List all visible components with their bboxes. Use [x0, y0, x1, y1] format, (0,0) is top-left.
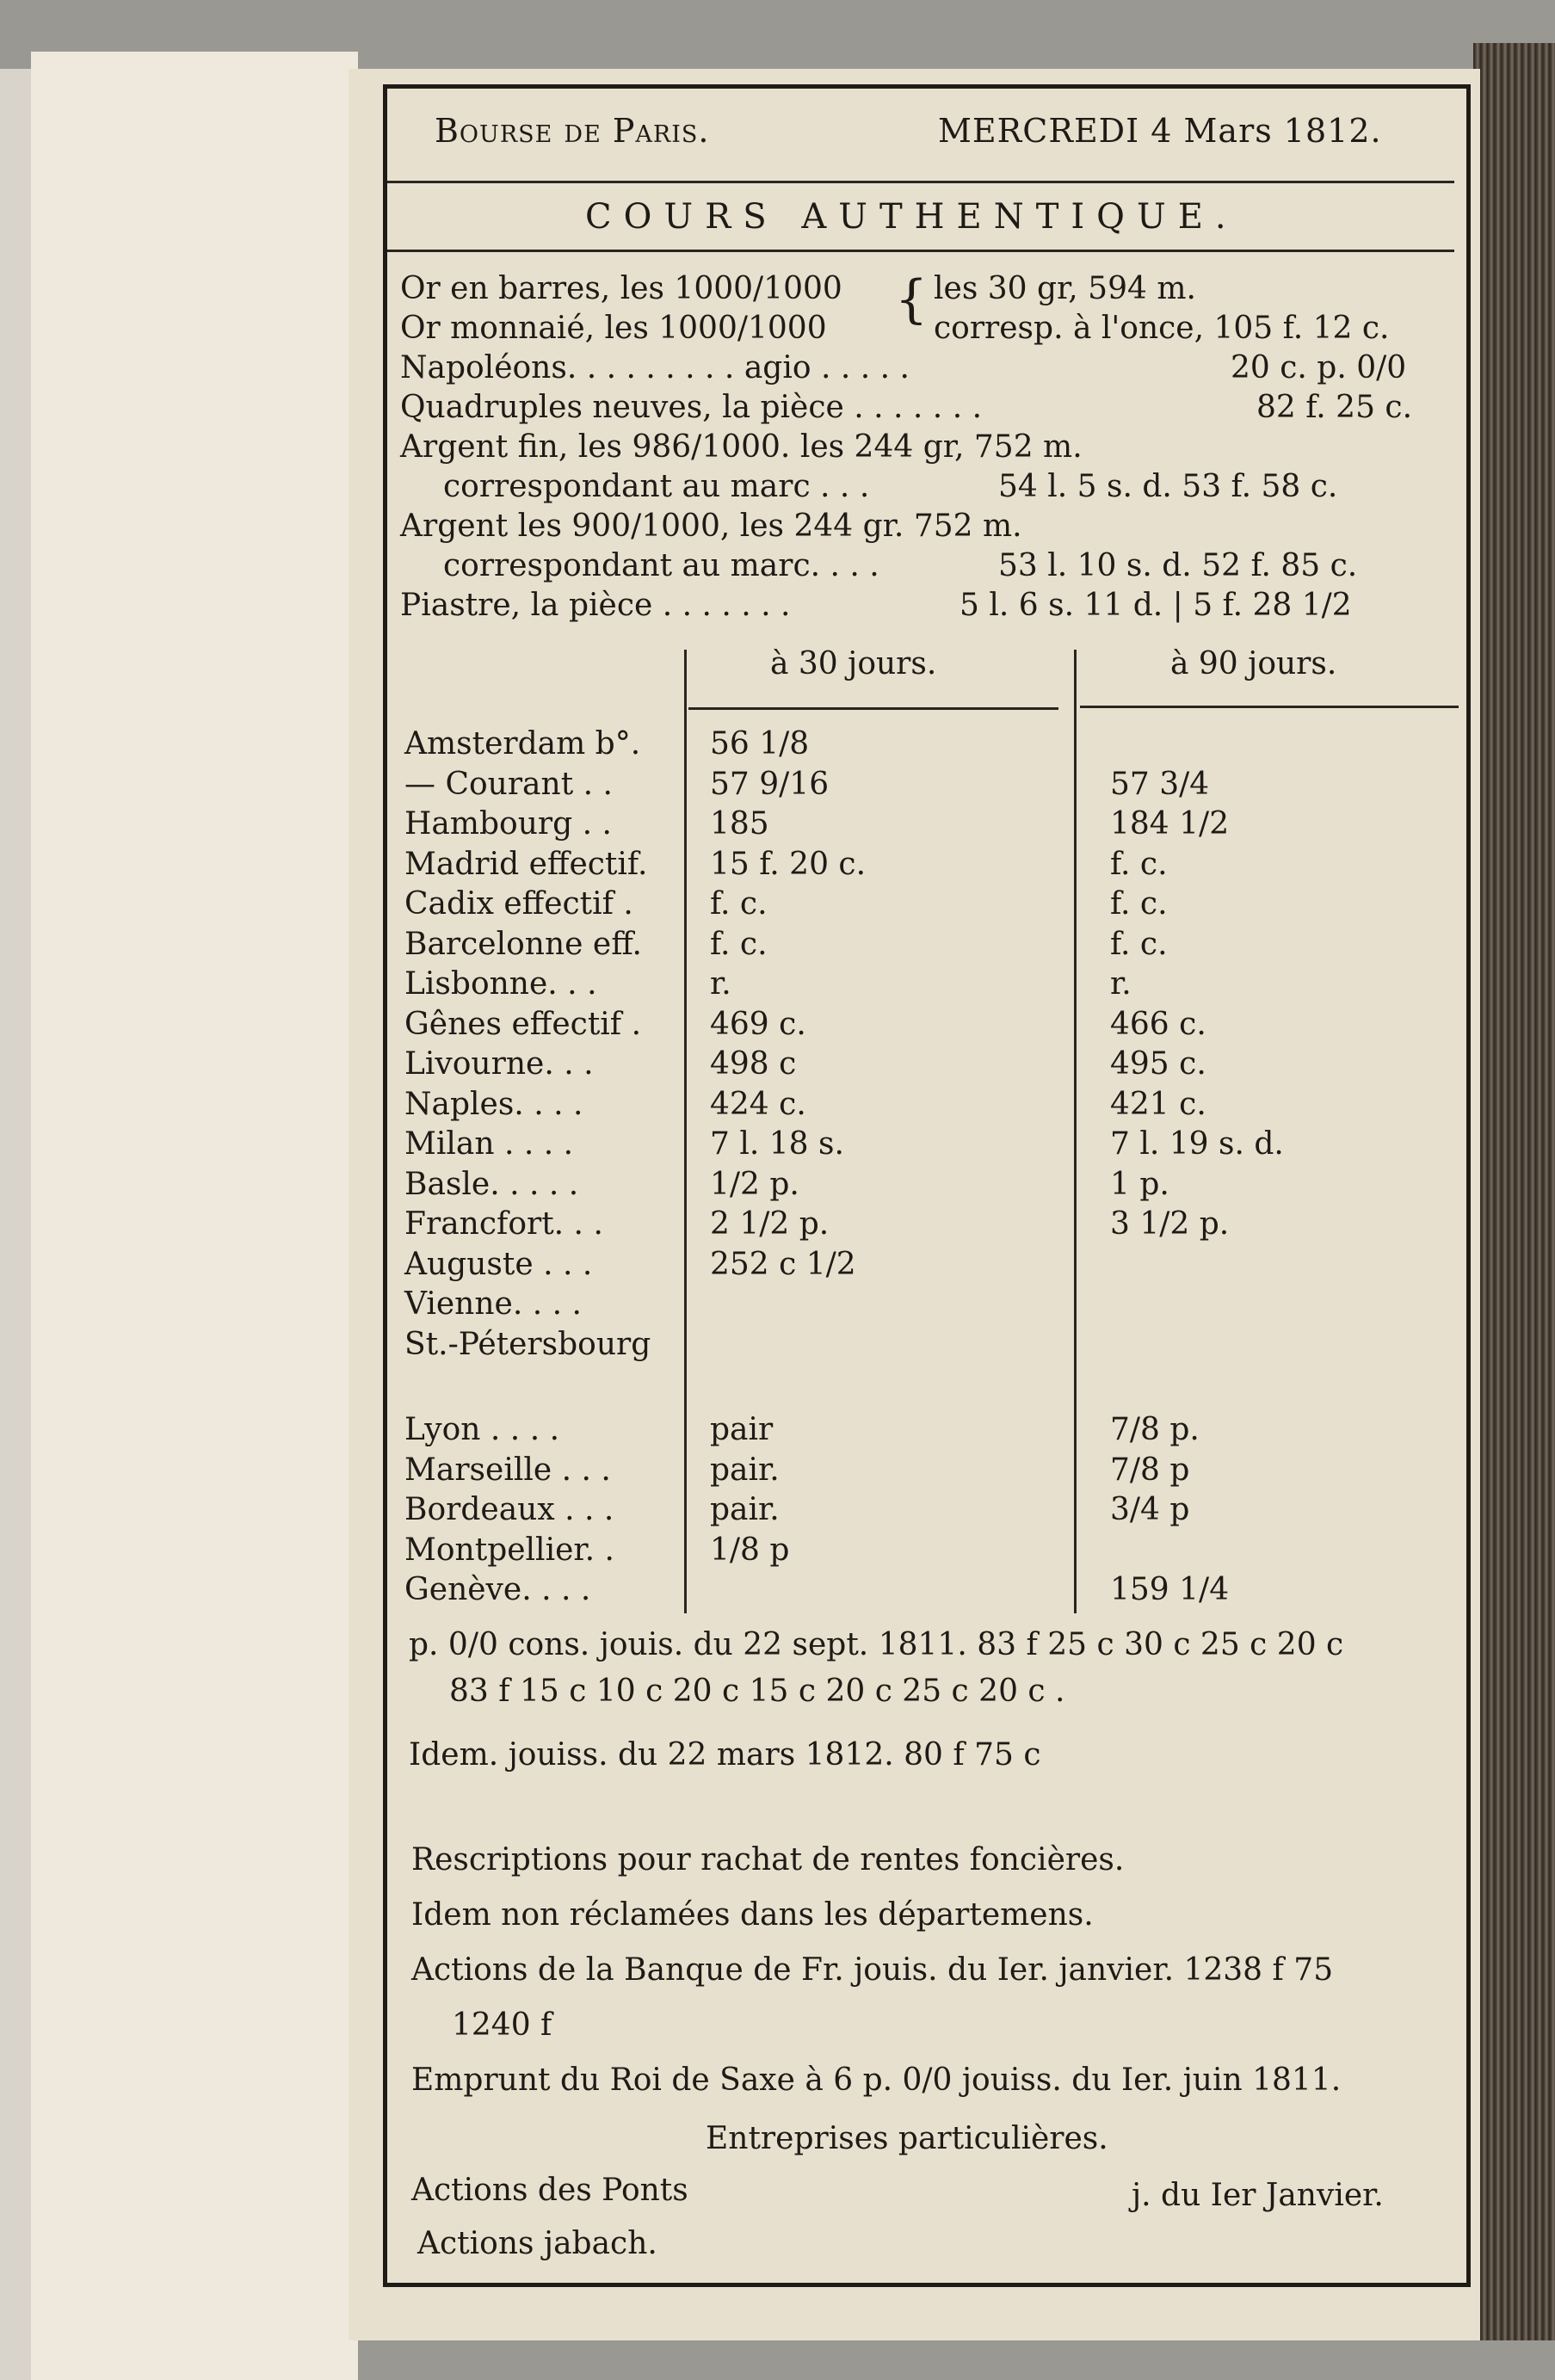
metal-value: 20 c. p. 0/0 [1231, 350, 1407, 385]
rentes-line: p. 0/0 cons. jouis. du 22 sept. 1811. 83 f 25 c 30 c 25 c 20 c [409, 1627, 1344, 1662]
column-header-30: à 30 jours. [770, 646, 937, 681]
column-rule [684, 650, 687, 1613]
rate-90-days: f. c. [1110, 886, 1168, 922]
exchange-place: Livourne. . . [404, 1046, 594, 1082]
rate-90-days: 3 1/2 p. [1110, 1206, 1230, 1242]
column-rule [1074, 650, 1077, 1613]
security-line: Actions de la Banque de Fr. jouis. du Ier. janvier. 1238 f 75 [411, 1952, 1334, 1988]
exchange-place: Barcelonne eff. [404, 926, 642, 962]
metal-value: 82 f. 25 c. [1256, 390, 1413, 425]
exchange-place: Cadix effectif . [404, 886, 633, 922]
security-line: Idem non réclamées dans les départemens. [411, 1897, 1094, 1933]
exchange-place: Francfort. . . [404, 1206, 603, 1242]
rate-30-days: pair [710, 1412, 774, 1447]
rate-30-days: pair. [710, 1492, 780, 1527]
rentes-line: 83 f 15 c 10 c 20 c 15 c 20 c 25 c 20 c . [449, 1674, 1065, 1709]
facing-blank-page [31, 52, 358, 2380]
title-rule [387, 250, 1454, 252]
metal-label: Or monnaié, les 1000/1000 [400, 311, 827, 346]
rate-90-days: 7/8 p [1110, 1452, 1190, 1488]
exchange-place: Bordeaux . . . [404, 1492, 614, 1527]
rate-90-days: 57 3/4 [1110, 766, 1210, 802]
brace-glyph: { [895, 269, 929, 330]
metal-label: Quadruples neuves, la pièce . . . . . . . [400, 390, 983, 425]
exchange-place: Gênes effectif . [404, 1006, 642, 1042]
metal-label: correspondant au marc. . . . [443, 548, 879, 583]
page-title: COURS AUTHENTIQUE. [585, 197, 1238, 237]
exchange-place: Hambourg . . [404, 806, 612, 842]
exchange-place: Vienne. . . . [404, 1286, 582, 1322]
header-rule [387, 181, 1454, 183]
rate-30-days: r. [710, 966, 731, 1002]
rate-90-days: 1 p. [1110, 1166, 1169, 1202]
metal-label: correspondant au marc . . . [443, 469, 870, 504]
security-line: Actions des Ponts [411, 2173, 688, 2208]
rate-30-days: f. c. [710, 926, 768, 962]
rate-30-days: 1/2 p. [710, 1166, 799, 1202]
metal-label: Argent les 900/1000, les 244 gr. 752 m. [400, 509, 1022, 544]
rate-90-days: 466 c. [1110, 1006, 1206, 1042]
column-header-rule [1080, 706, 1459, 708]
header-left: Bourse de Paris. [435, 112, 710, 150]
header-date: MERCREDI 4 Mars 1812. [938, 112, 1382, 150]
exchange-place: Milan . . . . [404, 1126, 574, 1162]
metal-label: Napoléons. . . . . . . . . agio . . . . . [400, 350, 910, 385]
metal-label: Piastre, la pièce . . . . . . . [400, 588, 791, 623]
rate-30-days: 1/8 p [710, 1532, 790, 1568]
security-line: 1240 f [452, 2007, 552, 2043]
security-line: j. du Ier Janvier. [1132, 2178, 1384, 2213]
rate-90-days: f. c. [1110, 846, 1168, 882]
rate-30-days: 498 c [710, 1046, 797, 1082]
rentes-line: Idem. jouiss. du 22 mars 1812. 80 f 75 c [409, 1737, 1041, 1773]
exchange-place: Genève. . . . [404, 1572, 591, 1607]
rate-30-days: 185 [710, 806, 769, 842]
security-line: Rescriptions pour rachat de rentes foncières. [411, 1842, 1125, 1877]
column-header-rule [688, 707, 1058, 710]
metal-value: corresp. à l'once, 105 f. 12 c. [934, 311, 1390, 346]
metal-value: 54 l. 5 s. d. 53 f. 58 c. [998, 469, 1338, 504]
rate-90-days: 495 c. [1110, 1046, 1206, 1082]
exchange-place: Lisbonne. . . [404, 966, 597, 1002]
exchange-place: Basle. . . . . [404, 1166, 579, 1202]
rate-90-days: 7 l. 19 s. d. [1110, 1126, 1284, 1162]
rate-90-days: 421 c. [1110, 1086, 1206, 1122]
exchange-place: Montpellier. . [404, 1532, 614, 1568]
metal-value: les 30 gr, 594 m. [934, 271, 1196, 306]
metal-value: 53 l. 10 s. d. 52 f. 85 c. [998, 548, 1358, 583]
rate-30-days: 252 c 1/2 [710, 1246, 856, 1282]
rate-30-days: pair. [710, 1452, 780, 1488]
security-line: Actions jabach. [417, 2226, 657, 2261]
exchange-place: Marseille . . . [404, 1452, 611, 1488]
exchange-place: Amsterdam b°. [404, 726, 641, 761]
rate-90-days: 184 1/2 [1110, 806, 1230, 842]
rate-30-days: 424 c. [710, 1086, 806, 1122]
rate-30-days: f. c. [710, 886, 768, 922]
exchange-place: Lyon . . . . [404, 1412, 560, 1447]
metal-value: 5 l. 6 s. 11 d. | 5 f. 28 1/2 [960, 588, 1352, 623]
rate-30-days: 15 f. 20 c. [710, 846, 867, 882]
metal-label: Or en barres, les 1000/1000 [400, 271, 842, 306]
section-heading: Entreprises particulières. [706, 2121, 1108, 2156]
rate-30-days: 2 1/2 p. [710, 1206, 830, 1242]
security-line: Emprunt du Roi de Saxe à 6 p. 0/0 jouiss. du Ier. juin 1811. [411, 2062, 1342, 2098]
column-header-90: à 90 jours. [1170, 646, 1337, 681]
rate-90-days: f. c. [1110, 926, 1168, 962]
exchange-place: Auguste . . . [404, 1246, 593, 1282]
rate-90-days: 3/4 p [1110, 1492, 1190, 1527]
rate-90-days: r. [1110, 966, 1132, 1002]
rate-90-days: 7/8 p. [1110, 1412, 1200, 1447]
rate-90-days: 159 1/4 [1110, 1572, 1230, 1607]
rate-30-days: 56 1/8 [710, 726, 810, 761]
exchange-place: St.-Pétersbourg [404, 1326, 651, 1362]
rate-30-days: 7 l. 18 s. [710, 1126, 844, 1162]
exchange-place: Madrid effectif. [404, 846, 648, 882]
exchange-place: — Courant . . [404, 766, 613, 802]
rate-30-days: 469 c. [710, 1006, 806, 1042]
rate-30-days: 57 9/16 [710, 766, 830, 802]
exchange-place: Naples. . . . [404, 1086, 583, 1122]
metal-label: Argent fin, les 986/1000. les 244 gr, 752 m. [400, 429, 1083, 465]
book-page-edges [1473, 43, 1555, 2340]
